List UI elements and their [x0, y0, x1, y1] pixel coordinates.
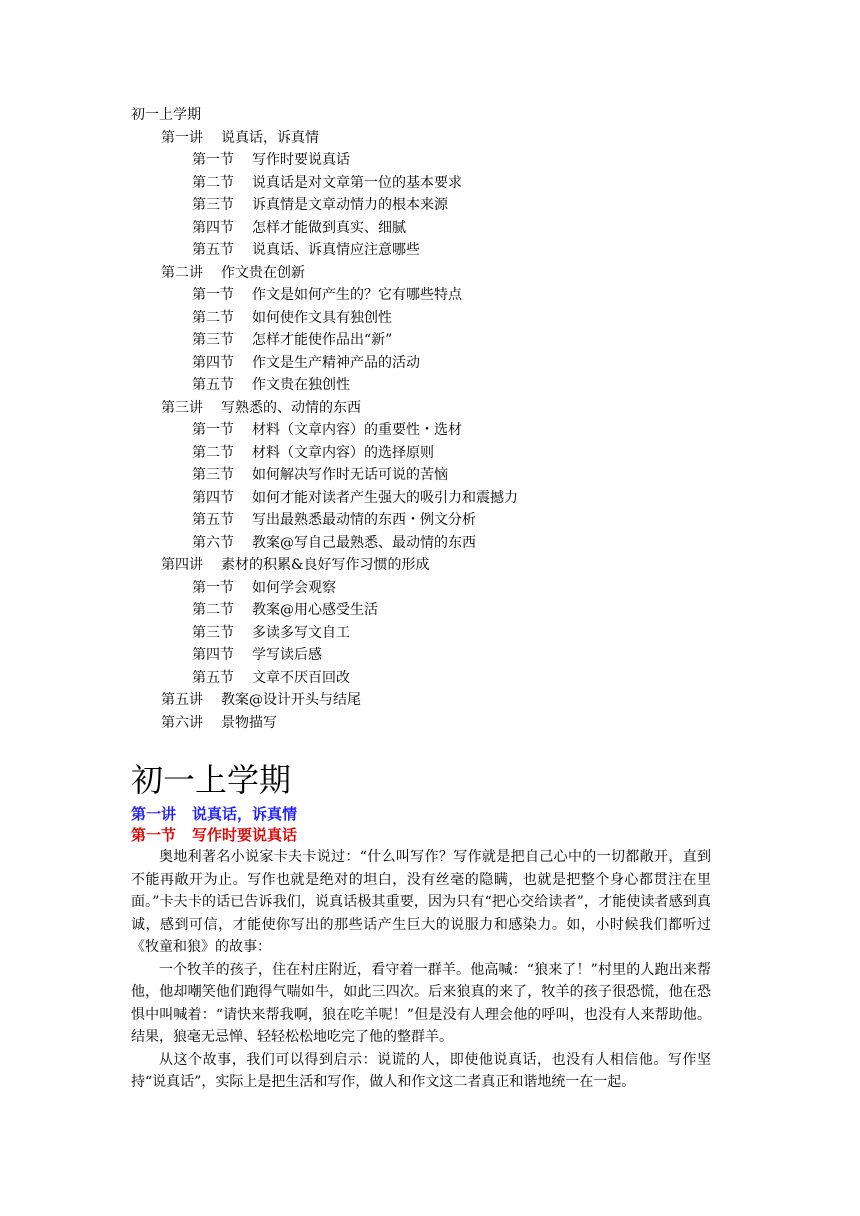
toc-entry-number: 第四节	[192, 354, 234, 371]
toc-entry-title: 说真话，诉真情	[221, 129, 319, 146]
toc-section-entry[interactable]	[0, 374, 860, 397]
toc-entry-title: 作文贵在创新	[221, 264, 305, 281]
toc-entry-title: 多读多写文自工	[252, 624, 350, 641]
toc-entry-number: 第五节	[192, 377, 234, 393]
toc-section-entry[interactable]	[0, 577, 860, 600]
toc-entry-title: 如何学会观察	[252, 579, 336, 596]
lecture-title: 说真话，诉真情	[192, 805, 298, 823]
lecture-number: 第一讲	[131, 805, 177, 823]
toc-entry-number: 第五讲	[161, 692, 203, 708]
body-paragraph: 一个牧羊的孩子，住在村庄附近，看守着一群羊。他高喊：“狼来了！”村里的人跑出来帮他，他却嘲笑他们跑得气喘如牛，如此三四次。后来狼真的来了，牧羊的孩子很恐慌，他在恐惧中叫喊着：“请快来帮我啊，狼在吃羊呢！”但是没有人理会他的呼叫，也没有人来帮助他。结果，狼毫无忌惮、轻轻松松地吃完了他的整群羊。	[131, 961, 711, 1045]
toc-entry-title: 教案@设计开头与结尾	[221, 692, 361, 708]
toc-section-entry[interactable]	[0, 622, 860, 645]
toc-lecture-entry[interactable]	[0, 397, 860, 420]
toc-entry-number: 第三节	[192, 624, 234, 641]
toc-section-entry[interactable]	[0, 329, 860, 352]
toc-entry-title: 如何使作文具有独创性	[252, 309, 392, 326]
toc-semester-entry[interactable]	[0, 104, 860, 127]
toc-entry-title: 学写读后感	[252, 647, 322, 663]
toc-entry-title: 写作时要说真话	[252, 152, 350, 168]
toc-section-entry[interactable]	[0, 239, 860, 262]
toc-lecture-entry[interactable]	[0, 689, 860, 712]
toc-entry-title: 写熟悉的、动情的东西	[221, 399, 361, 416]
toc-section-entry[interactable]	[0, 464, 860, 487]
toc-entry-number: 第二节	[192, 444, 234, 461]
toc-entry-title: 作文贵在独创性	[252, 377, 350, 393]
toc-lecture-entry[interactable]	[0, 554, 860, 577]
table-of-contents	[0, 104, 860, 734]
toc-section-entry[interactable]	[0, 667, 860, 690]
toc-entry-number: 第一节	[192, 287, 234, 303]
toc-entry-number: 第四讲	[161, 557, 203, 573]
toc-entry-number: 第一节	[192, 152, 234, 168]
toc-entry-number: 第二讲	[161, 264, 203, 281]
toc-entry-number: 第五节	[192, 242, 234, 258]
toc-entry-number: 初一上学期	[131, 107, 201, 123]
toc-section-entry[interactable]	[0, 509, 860, 532]
toc-entry-number: 第四节	[192, 489, 234, 506]
toc-section-entry[interactable]	[0, 352, 860, 375]
toc-entry-title: 怎样才能使作品出“新”	[252, 332, 393, 348]
toc-entry-number: 第五节	[192, 669, 234, 686]
toc-entry-number: 第三节	[192, 197, 234, 213]
toc-entry-number: 第一节	[192, 422, 234, 438]
toc-section-entry[interactable]	[0, 307, 860, 330]
toc-entry-title: 说真话是对文章第一位的基本要求	[252, 174, 462, 191]
toc-section-entry[interactable]	[0, 487, 860, 510]
toc-entry-number: 第四节	[192, 219, 234, 236]
toc-entry-title: 文章不厌百回改	[252, 669, 350, 686]
toc-entry-number: 第三节	[192, 332, 234, 348]
toc-entry-number: 第三讲	[161, 399, 203, 416]
toc-entry-title: 如何才能对读者产生强大的吸引力和震撼力	[252, 489, 518, 506]
toc-section-entry[interactable]	[0, 284, 860, 307]
toc-entry-title: 教案@用心感受生活	[252, 602, 378, 618]
toc-section-entry[interactable]	[0, 419, 860, 442]
toc-entry-title: 教案@写自己最熟悉、最动情的东西	[252, 534, 476, 551]
toc-lecture-entry[interactable]	[0, 262, 860, 285]
toc-section-entry[interactable]	[0, 172, 860, 195]
toc-entry-title: 景物描写	[221, 714, 277, 731]
toc-section-entry[interactable]	[0, 442, 860, 465]
body-paragraph: 从这个故事，我们可以得到启示：说谎的人，即使他说真话，也没有人相信他。写作坚持“说真话”，实际上是把生活和写作，做人和作文这二者真正和谐地统一在一起。	[131, 1051, 711, 1090]
lecture-heading	[131, 804, 711, 824]
section-title: 写作时要说真话	[192, 826, 298, 844]
toc-entry-title: 说真话、诉真情应注意哪些	[252, 242, 420, 258]
toc-entry-title: 诉真情是文章动情力的根本来源	[252, 197, 448, 213]
toc-entry-number: 第六节	[192, 534, 234, 551]
section-heading	[131, 824, 711, 846]
toc-entry-number: 第三节	[192, 467, 234, 483]
toc-section-entry[interactable]	[0, 149, 860, 172]
toc-entry-number: 第二节	[192, 602, 234, 618]
toc-entry-title: 如何解决写作时无话可说的苦恼	[252, 467, 448, 483]
toc-entry-number: 第四节	[192, 647, 234, 663]
toc-entry-title: 怎样才能做到真实、细腻	[252, 219, 406, 236]
toc-entry-title: 材料（文章内容）的重要性・选材	[252, 422, 462, 438]
document-body	[131, 758, 711, 1094]
toc-entry-title: 写出最熟悉最动情的东西・例文分析	[252, 512, 476, 528]
toc-entry-title: 素材的积累&良好写作习惯的形成	[221, 557, 430, 573]
toc-section-entry[interactable]	[0, 644, 860, 667]
toc-entry-number: 第五节	[192, 512, 234, 528]
toc-section-entry[interactable]	[0, 599, 860, 622]
toc-lecture-entry[interactable]	[0, 127, 860, 150]
section-number: 第一节	[131, 826, 177, 844]
body-paragraph: 奥地利著名小说家卡夫卡说过：“什么叫写作？写作就是把自己心中的一切都敞开，直到不能再敞开为止。写作也就是绝对的坦白，没有丝毫的隐瞒，也就是把整个身心都贯注在里面。”卡夫卡的话已告诉我们，说真话极其重要，因为只有“把心交给读者”，才能使读者感到真诚，感到可信，才能使你写出的那些话产生巨大的说服力和感染力。如，小时候我们都听过《牧童和狼》的故事：	[131, 849, 711, 955]
toc-entry-title: 作文是如何产生的？它有哪些特点	[252, 287, 462, 303]
toc-entry-title: 作文是生产精神产品的活动	[252, 354, 420, 371]
toc-entry-number: 第二节	[192, 174, 234, 191]
toc-section-entry[interactable]	[0, 532, 860, 555]
toc-entry-title: 材料（文章内容）的选择原则	[252, 444, 434, 461]
toc-section-entry[interactable]	[0, 217, 860, 240]
toc-entry-number: 第六讲	[161, 714, 203, 731]
toc-entry-number: 第二节	[192, 309, 234, 326]
toc-section-entry[interactable]	[0, 194, 860, 217]
semester-heading: 初一上学期	[131, 761, 292, 799]
toc-lecture-entry[interactable]	[0, 712, 860, 735]
toc-entry-number: 第一讲	[161, 129, 203, 146]
toc-entry-number: 第一节	[192, 579, 234, 596]
